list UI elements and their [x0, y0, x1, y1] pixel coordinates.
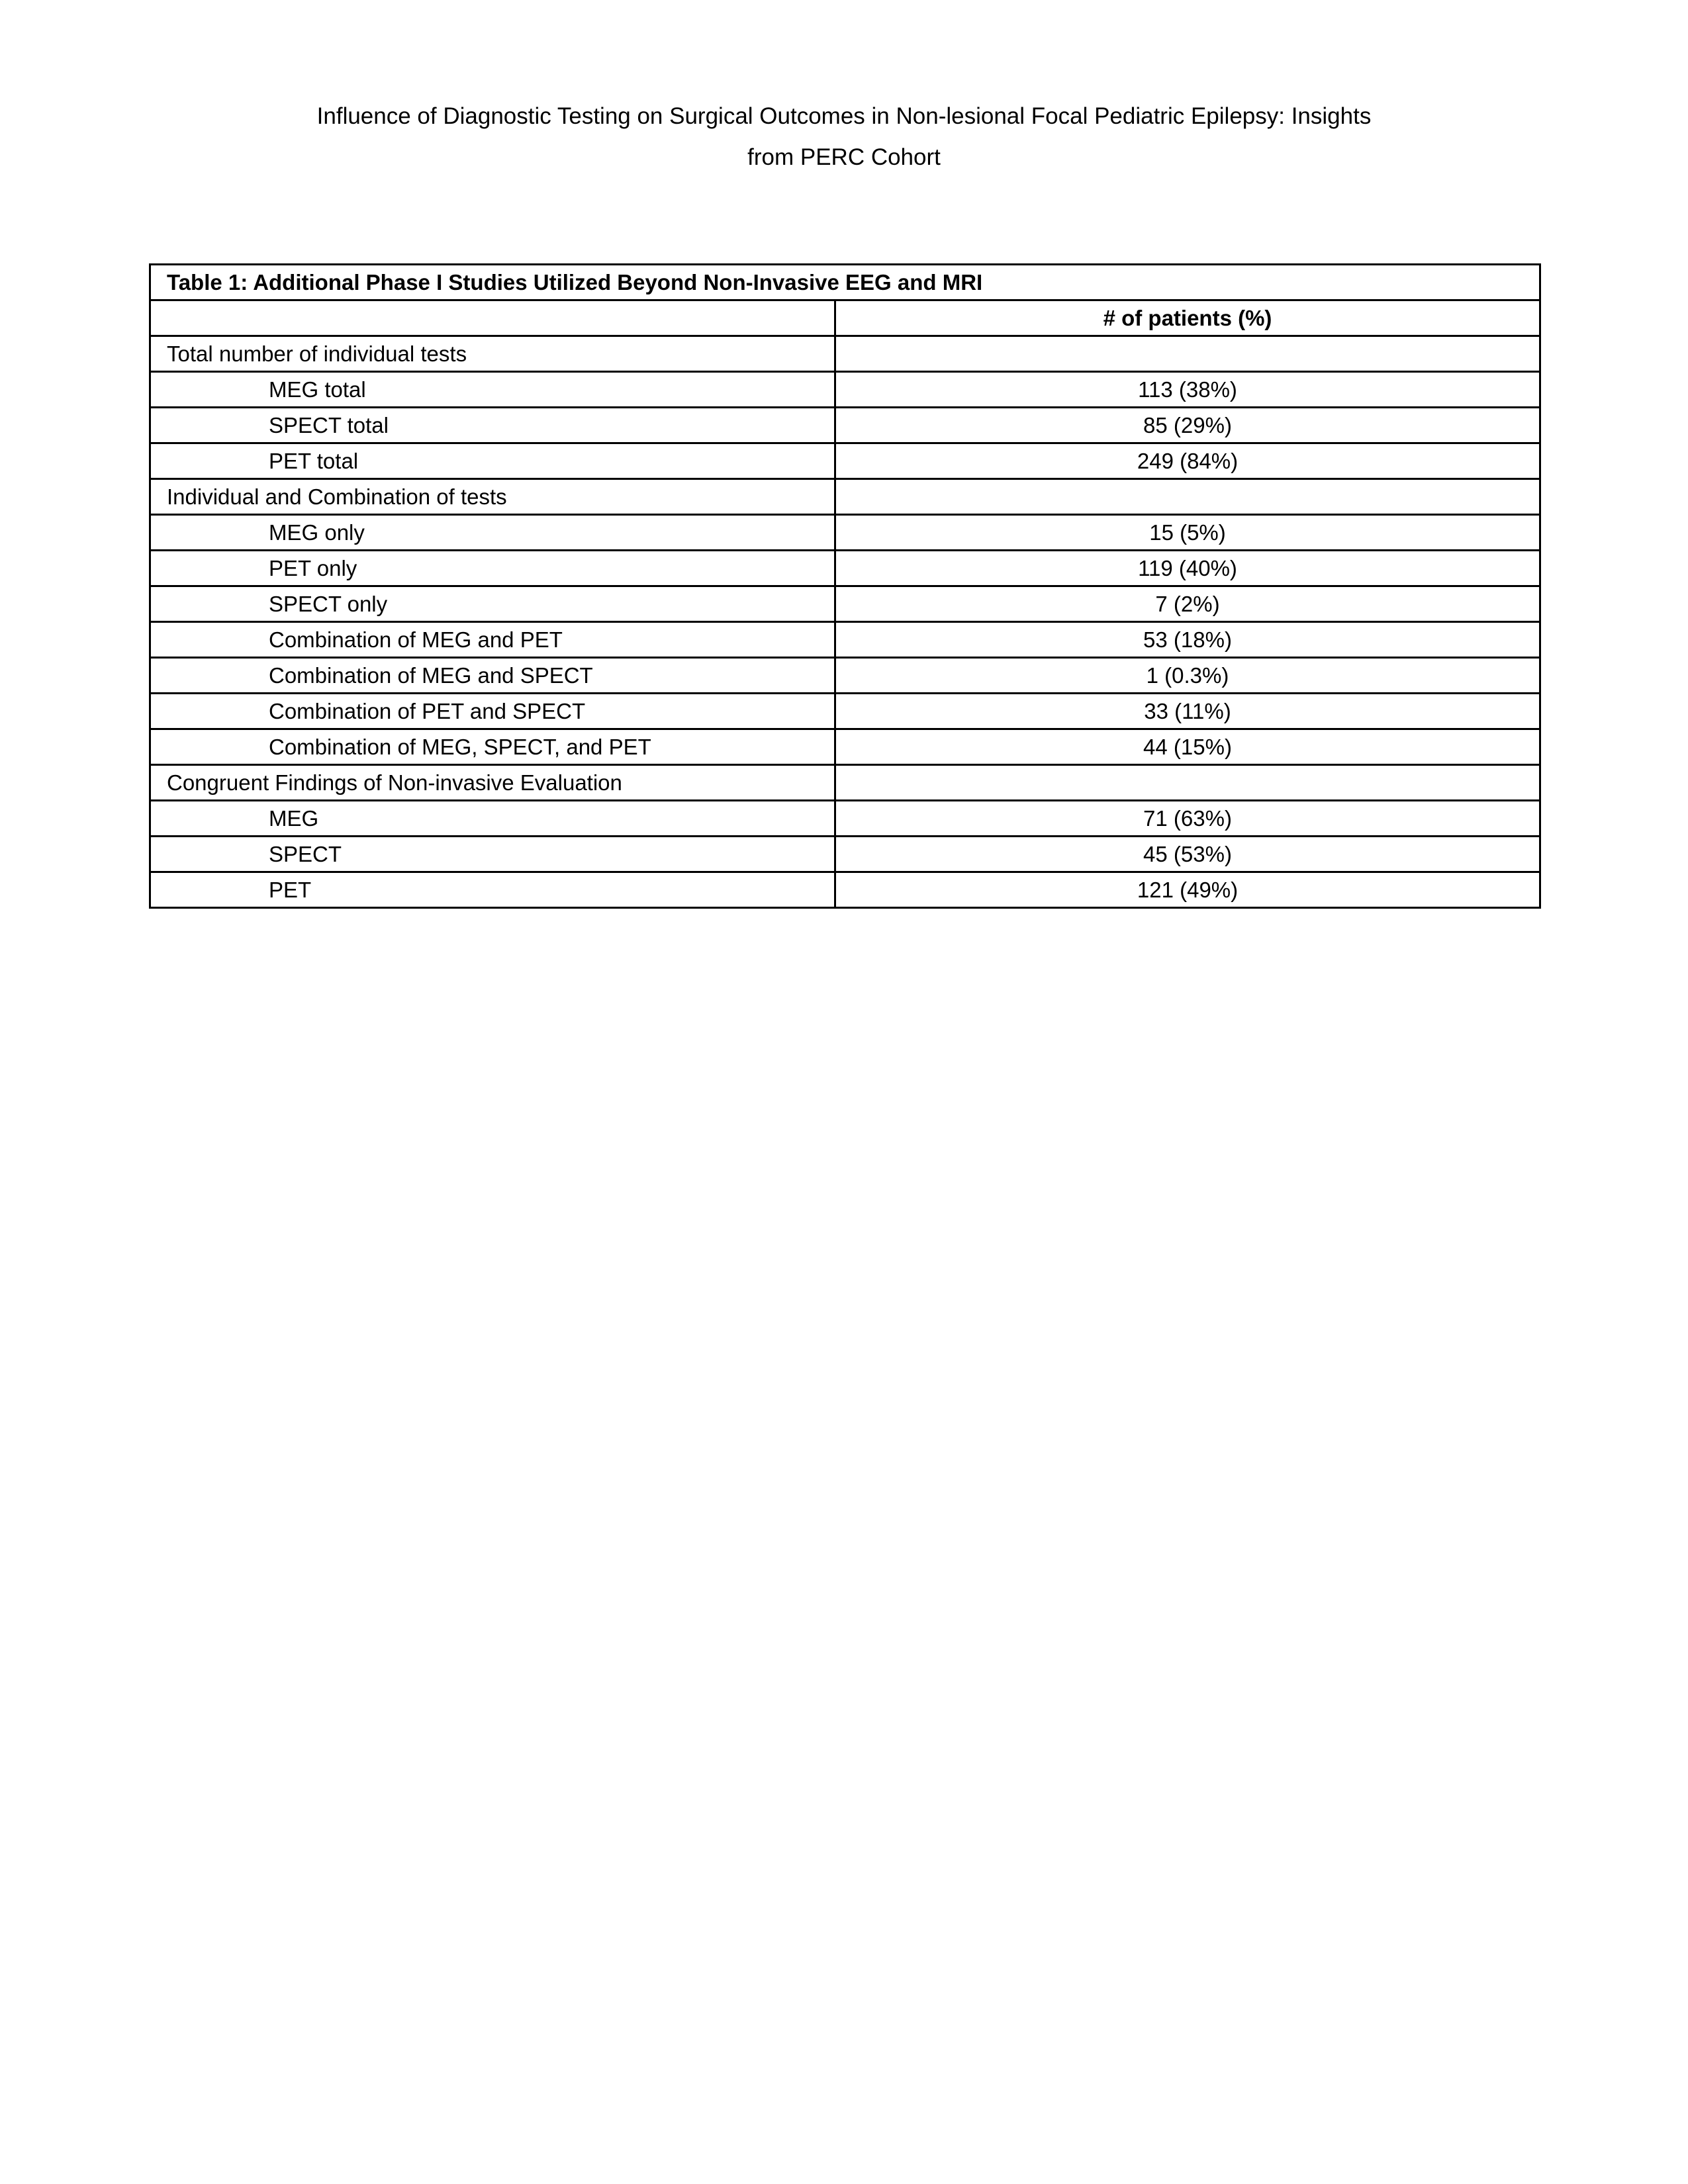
table-row: [150, 372, 1540, 408]
header-empty-cell: [150, 300, 835, 336]
row-value: 53 (18%): [835, 622, 1540, 658]
table-row: [150, 658, 1540, 694]
row-value: 85 (29%): [835, 408, 1540, 443]
row-value: 121 (49%): [835, 872, 1540, 908]
page-title-line-2: from PERC Cohort: [747, 144, 941, 170]
row-value: [835, 336, 1540, 372]
row-label: Total number of individual tests: [150, 336, 835, 372]
row-label: MEG: [150, 801, 835, 837]
table-row: [150, 729, 1540, 765]
page-title: [0, 96, 1688, 178]
row-value: 249 (84%): [835, 443, 1540, 479]
phase1-studies-table: [149, 263, 1541, 909]
row-value: [835, 479, 1540, 515]
table-row: [150, 622, 1540, 658]
row-label: PET total: [150, 443, 835, 479]
table-row: [150, 765, 1540, 801]
row-label: Combination of MEG and PET: [150, 622, 835, 658]
row-value: 45 (53%): [835, 837, 1540, 872]
table-row: [150, 515, 1540, 551]
row-value: 113 (38%): [835, 372, 1540, 408]
row-label: Combination of MEG, SPECT, and PET: [150, 729, 835, 765]
table-row: [150, 408, 1540, 443]
table-row: [150, 551, 1540, 586]
row-label: PET only: [150, 551, 835, 586]
row-label: SPECT only: [150, 586, 835, 622]
row-label: SPECT: [150, 837, 835, 872]
row-label: Combination of PET and SPECT: [150, 694, 835, 729]
row-label: Congruent Findings of Non-invasive Evaluation: [150, 765, 835, 801]
page-title-line-1: Influence of Diagnostic Testing on Surgical Outcomes in Non-lesional Focal Pediatric Epilepsy: Insights: [316, 103, 1372, 129]
row-value: 71 (63%): [835, 801, 1540, 837]
table-title: Table 1: Additional Phase I Studies Utilized Beyond Non-Invasive EEG and MRI: [150, 265, 1540, 300]
row-value: 15 (5%): [835, 515, 1540, 551]
table-body: [150, 265, 1540, 908]
row-value: [835, 765, 1540, 801]
table-row: [150, 801, 1540, 837]
row-label: MEG only: [150, 515, 835, 551]
row-label: MEG total: [150, 372, 835, 408]
table-row: [150, 837, 1540, 872]
table-title-row: [150, 265, 1540, 300]
row-value: 33 (11%): [835, 694, 1540, 729]
row-label: PET: [150, 872, 835, 908]
row-value: 44 (15%): [835, 729, 1540, 765]
table-row: [150, 694, 1540, 729]
row-label: Combination of MEG and SPECT: [150, 658, 835, 694]
table-header-row: [150, 300, 1540, 336]
table-row: [150, 479, 1540, 515]
row-value: 7 (2%): [835, 586, 1540, 622]
table-row: [150, 872, 1540, 908]
table-row: [150, 586, 1540, 622]
row-label: Individual and Combination of tests: [150, 479, 835, 515]
column-header-patients: # of patients (%): [835, 300, 1540, 336]
row-value: 1 (0.3%): [835, 658, 1540, 694]
row-value: 119 (40%): [835, 551, 1540, 586]
table-row: [150, 443, 1540, 479]
table-row: [150, 336, 1540, 372]
row-label: SPECT total: [150, 408, 835, 443]
